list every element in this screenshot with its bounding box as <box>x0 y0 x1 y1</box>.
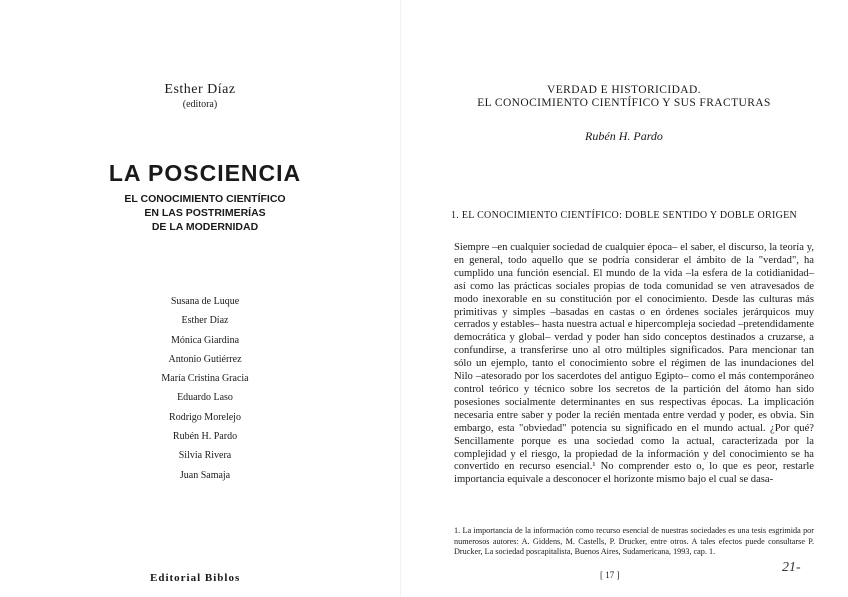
chapter-title-line: EL CONOCIMIENTO CIENTÍFICO Y SUS FRACTURAS <box>477 97 771 109</box>
chapter-title-line: VERDAD E HISTORICIDAD. <box>547 84 701 96</box>
section-heading: 1. EL CONOCIMIENTO CIENTÍFICO: DOBLE SENTIDO Y DOBLE ORIGEN <box>450 210 798 221</box>
author-name: Juan Samaja <box>179 469 231 481</box>
publisher-logo: Editorial Biblos <box>150 572 241 584</box>
footnote: 1. La importancia de la información como recurso esencial de nuestras sociedades es una tesis esgrimida por numerosos autores: A. Giddens, M. Castells, P. Drucker, entre otros. A tales efectos puede consultarse P. Drucker, La sociedad poscapitalista, Buenos Aires, Sudamericana, 1993, cap. 1. <box>454 526 814 557</box>
author-name: Rubén H. Pardo <box>172 431 238 443</box>
right-page <box>400 0 848 597</box>
subtitle-line: DE LA MODERNIDAD <box>151 221 259 233</box>
book-subtitle <box>80 192 330 234</box>
author-name: Rodrigo Morelejo <box>169 411 241 423</box>
author-name: María Cristina Gracia <box>161 373 249 385</box>
book-title: LA POSCIENCIA <box>108 160 302 186</box>
subtitle-line: EN LAS POSTRIMERÍAS <box>144 207 266 219</box>
author-name: Silvia Rivera <box>178 450 232 462</box>
left-page <box>0 0 400 597</box>
author-name: Susana de Luque <box>170 296 240 307</box>
handwritten-note: 21- <box>782 560 801 575</box>
chapter-title <box>400 84 848 110</box>
editor-name: Esther Díaz <box>164 82 236 97</box>
body-text <box>454 242 814 487</box>
author-name: Esther Díaz <box>181 315 229 327</box>
body-paragraph: Siempre –en cualquier sociedad de cualquier época– el saber, el discurso, la teoría y, en general, todo aquello que se podría considerar el ámbito de la "verdad", ha cumplido una función esencial. El mundo de la vida –la esfera de la cotidianidad– así como las prácticas sociales propias de toda comunidad se ven atravesados de modo inexorable en su constitución por el conocimiento. Desde las culturas más primitivas y simples –basadas en castas o en órdenes sociales jerárquicos muy cerrados y estables– hasta nuestra actual e hipercompleja sociedad –pretendidamente democrática y global– verdad y poder han sido conceptos destinados a cruzarse, a confundirse, a transferirse uno al otro múltiples significados. Para mencionar tan sólo un ejemplo, tanto el conocimiento sobre el régimen de las inundaciones del Nilo –atesorado por los sacerdotes del antiguo Egipto– como el más contemporáneo control teórico y técnico sobre los secretos de la partición del átomo han sido posesiones socialmente determinantes en sus respectivas épocas. La implicación necesaria entre saber y poder la recién mentada entre verdad y poder, es obvia. Sin embargo, esta "obviedad" potencia su significado en el mundo actual. ¿Por qué? Sencillamente porque es una sociedad como la actual, caracterizada por la complejidad y el riesgo, la propiedad de la información y del conocimiento se ha convertido en recurso esencial.¹ No comprender esto o, lo que es peor, restarle importancia equivale a desconocer el horizonte mismo bajo el cual se dasa- <box>454 242 814 486</box>
subtitle-line: EL CONOCIMIENTO CIENTÍFICO <box>124 193 286 205</box>
author-name: Antonio Gutiérrez <box>168 353 242 365</box>
page-number: [ 17 ] <box>600 570 620 580</box>
editor-role: (editora) <box>182 99 218 110</box>
author-name: Eduardo Laso <box>177 392 233 404</box>
author-list <box>120 292 290 485</box>
chapter-author: Rubén H. Pardo <box>585 129 663 143</box>
author-name: Mónica Giardina <box>170 334 240 346</box>
